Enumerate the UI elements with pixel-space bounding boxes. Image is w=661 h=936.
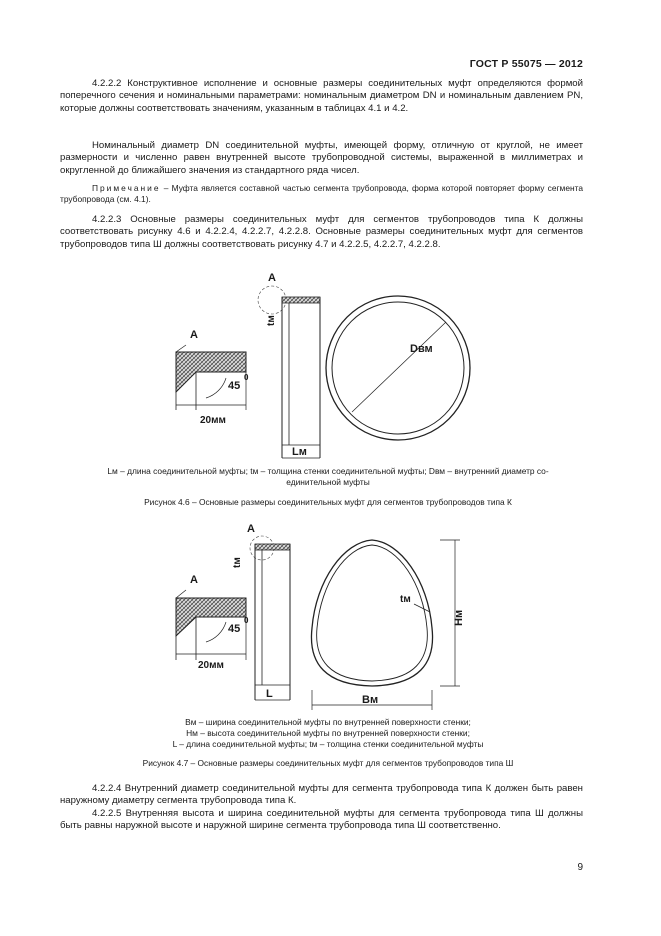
fig47-hm-label: Hм bbox=[453, 609, 465, 626]
fig46-view-a-label: A bbox=[268, 272, 276, 284]
fig46-tm-label: tм bbox=[266, 315, 277, 326]
fig46-legend-line1: Lм – длина соединительной муфты; tм – толщина стенки соединительной муфты; Dвм – внутренний диаметр со- bbox=[107, 466, 549, 476]
fig47-tm-shape-label: tм bbox=[400, 594, 411, 605]
fig47-view-a-label: A bbox=[247, 523, 255, 535]
paragraph-4-2-2-3: 4.2.2.3 Основные размеры соединительных муфт для сегментов трубопроводов типа К должны соответствовать рисунку 4.6 и 4.2.2.4, 4.2.2.7, 4.2.2.8. Основные размеры соединительных муфт для сегментов трубопроводов типа Ш должны соответствовать рисунку 4.7 и 4.2.2.5, 4.2.2.7, 4.2.2.8. bbox=[60, 214, 583, 250]
note bbox=[60, 183, 583, 205]
fig47-detail-a-label: A bbox=[190, 574, 198, 586]
fig46-detail-a-label: A bbox=[190, 329, 198, 341]
cross-section-circle bbox=[326, 296, 470, 440]
fig47-legend-line3: L – длина соединительной муфты; tм – толщина стенки соединительной муфты bbox=[172, 739, 484, 749]
fig46-legend-line2: единительной муфты bbox=[286, 477, 370, 487]
fig47-caption: Рисунок 4.7 – Основные размеры соединительных муфт для сегментов трубопроводов типа Ш bbox=[142, 758, 514, 768]
figure-4-7-drawing bbox=[0, 518, 661, 718]
fig46-degree-label: 0 bbox=[244, 373, 249, 382]
fig47-tm-label: tм bbox=[232, 557, 243, 568]
page-number: 9 bbox=[577, 862, 583, 873]
figure-4-6-drawing bbox=[0, 262, 661, 467]
fig47-legend-line2: Hм – высота соединительной муфты по внутренней поверхности стенки; bbox=[186, 728, 470, 738]
fig47-legend bbox=[48, 717, 608, 750]
cross-section-triangle bbox=[311, 540, 465, 710]
detail-a-view-2 bbox=[176, 574, 249, 671]
fig47-20mm-label: 20мм bbox=[198, 660, 224, 671]
fig46-20mm-label: 20мм bbox=[200, 415, 226, 426]
paragraph-4-2-2-4: 4.2.2.4 Внутренний диаметр соединительной муфты для сегмента трубопровода типа К должен быть равен наружному диаметру сегмента трубопровода типа К. bbox=[60, 783, 583, 807]
note-text: – Муфта является составной частью сегмента трубопровода, форма которой повторяет форму сегмента трубопровода (см. 4.1). bbox=[60, 183, 583, 205]
fig46-caption: Рисунок 4.6 – Основные размеры соединительных муфт для сегментов трубопроводов типа К bbox=[144, 497, 512, 507]
paragraph-4-2-2-5: 4.2.2.5 Внутренняя высота и ширина соединительной муфты для сегмента трубопровода типа Ш должны быть равны наружной высоте и наружной ширине сегмента трубопровода типа Ш соответственно. bbox=[60, 808, 583, 832]
note-label: Примечание bbox=[92, 183, 161, 193]
detail-a-view bbox=[176, 329, 249, 426]
fig46-legend bbox=[48, 466, 608, 488]
fig46-angle-label: 45 bbox=[228, 380, 241, 392]
fig47-bm-label: Bм bbox=[362, 694, 379, 706]
fig47-degree-label: 0 bbox=[244, 616, 249, 625]
fig46-dvm-label: Dвм bbox=[410, 343, 433, 355]
fig47-l-label: L bbox=[266, 688, 273, 700]
paragraph-4-2-2-2: 4.2.2.2 Конструктивное исполнение и основные размеры соединительных муфт определяются формой поперечного сечения и номинальными параметрами: номинальным диаметром DN и номинальным давлением PN, которые должны соответствовать значениям, указанным в таблицах 4.1 и 4.2. bbox=[60, 78, 583, 114]
document-id: ГОСТ Р 55075 — 2012 bbox=[469, 58, 583, 70]
fig47-angle-label: 45 bbox=[228, 623, 241, 635]
paragraph-dn: Номинальный диаметр DN соединительной муфты, имеющей форму, отличную от круглой, не имеет размерности и численно равен внутренней высоте трубопроводной системы, выраженной в миллиметрах и округленной до ближайшего значения из стандартного ряда чисел. bbox=[60, 140, 583, 176]
fig47-legend-line1: Bм – ширина соединительной муфты по внутренней поверхности стенки; bbox=[185, 717, 471, 727]
side-view bbox=[258, 272, 320, 458]
fig46-lm-label: Lм bbox=[292, 446, 307, 458]
